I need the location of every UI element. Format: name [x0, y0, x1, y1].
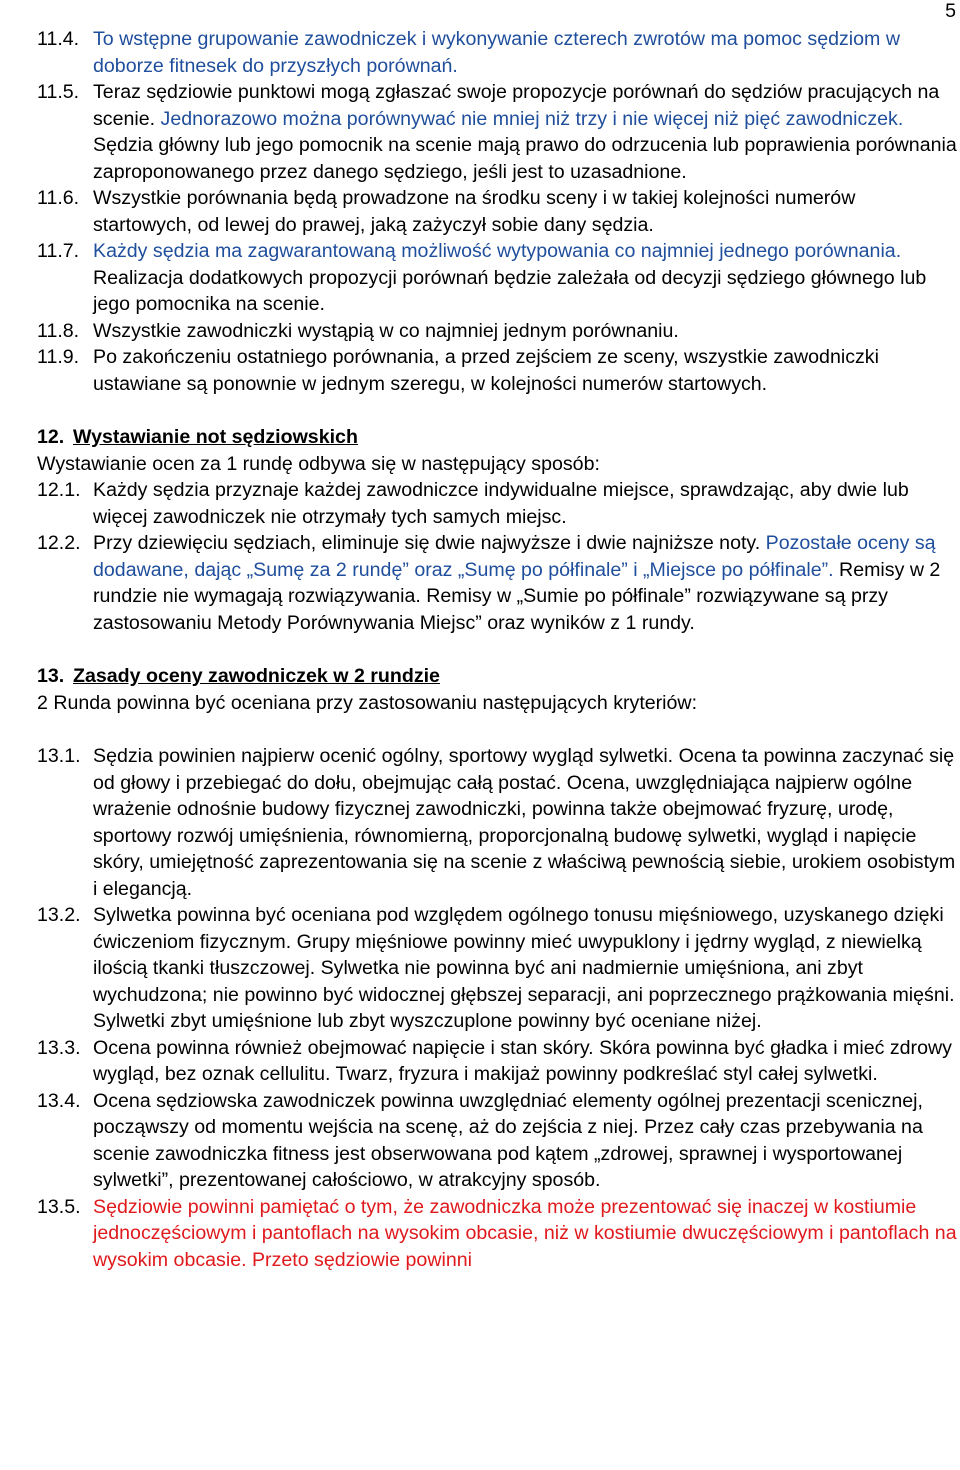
item-text-segment: Sędziowie powinni pamiętać o tym, że zawodniczka może prezentować się inaczej w kostiumie jednoczęściowym i pantoflach na wysokim obcasie, niż w kostiumie dwuczęściowym i pantoflach na wysokim obcasie. Przeto sędziowie powinni: [93, 1195, 957, 1271]
list-item: [37, 79, 958, 185]
item-text-segment: Ocena sędziowska zawodniczek powinna uwzględniać elementy ogólnej prezentacji scenicznej, począwszy od momentu wejścia na scenę, aż do zejścia z niej. Przez cały czas przebywania na scenie zawodniczka fitness jest obserwowana pod kątem „zdrowej, sprawnej i wysportowanej sylwetki”, prezentowanej całościowo, w atrakcyjny sposób.: [93, 1089, 923, 1191]
list-item: [37, 902, 958, 1035]
list-item: [37, 743, 958, 902]
list-item: [37, 185, 958, 238]
list-item: [37, 530, 958, 636]
item-number: 13.3.: [37, 1036, 81, 1059]
item-text: [93, 1088, 958, 1194]
item-number: 11.9.: [37, 346, 80, 368]
item-number: 11.4.: [37, 28, 80, 50]
section-12-items: [37, 477, 958, 636]
item-text-segment: Każdy sędzia ma zagwarantowaną możliwość wytypowania co najmniej jednego porównania.: [93, 240, 902, 262]
item-number: 12.2.: [37, 532, 81, 554]
list-item: [37, 477, 958, 530]
item-number: 12.1.: [37, 479, 81, 501]
item-number: 13.2.: [37, 904, 81, 926]
section-13-intro: 2 Runda powinna być oceniana przy zastosowaniu następujących kryteriów:: [37, 691, 698, 714]
item-text-segment: Ocena powinna również obejmować napięcie i stan skóry. Skóra powinna być gładka i mieć zdrowy wygląd, bez oznak cellulitu. Twarz, fryzura i makijaż powinny podkreślać styl całej sylwetki.: [93, 1036, 952, 1085]
list-item: [37, 26, 958, 79]
section-13-title: Zasady oceny zawodniczek w 2 rundzie: [73, 665, 440, 687]
item-text-segment: Wszystkie zawodniczki wystąpią w co najmniej jednym porównaniu.: [93, 319, 679, 342]
item-text: [93, 1194, 958, 1274]
item-text: [93, 902, 958, 1035]
item-text: [93, 477, 958, 530]
item-number: 13.1.: [37, 745, 81, 767]
item-text-segment: Remisy w 2 rundzie nie wymagają rozwiązywania. Remisy w „Sumie po półfinale” rozwiązywane są przy zastosowaniu Metody Porównywania Miejsc” oraz wyników z 1 rundy.: [93, 558, 941, 634]
list-item: [37, 318, 958, 345]
item-text-segment: To wstępne grupowanie zawodniczek i wykonywanie czterech zwrotów ma pomoc sędziom w doborze fitnesek do przyszłych porównań.: [93, 28, 900, 77]
document-body: [37, 26, 958, 1273]
section-13-number: 13.: [37, 665, 65, 687]
item-text: [93, 530, 958, 636]
item-text: [93, 344, 958, 397]
list-item: [37, 1194, 958, 1274]
section-11-items: [37, 26, 958, 397]
item-text: [93, 26, 958, 79]
list-item: [37, 1088, 958, 1194]
page-number: 5: [945, 0, 956, 22]
item-number: 11.7.: [37, 240, 80, 262]
section-12-intro: Wystawianie ocen za 1 rundę odbywa się w następujący sposób:: [37, 452, 600, 475]
item-number: 11.6.: [37, 187, 80, 209]
item-text: [93, 238, 958, 318]
item-text-segment: Wszystkie porównania będą prowadzone na środku sceny i w takiej kolejności numerów startowych, od lewej do prawej, jaką zażyczył sobie dany sędzia.: [93, 187, 856, 236]
item-text-segment: Jednorazowo można porównywać nie mniej niż trzy i nie więcej niż pięć zawodniczek.: [155, 107, 904, 130]
item-text-segment: Po zakończeniu ostatniego porównania, a przed zejściem ze sceny, wszystkie zawodniczki ustawiane są ponownie w jednym szeregu, w kolejności numerów startowych.: [93, 346, 879, 395]
item-text-segment: Każdy sędzia przyznaje każdej zawodniczce indywidualne miejsce, sprawdzając, aby dwie lub więcej zawodniczek nie otrzymały tych samych miejsc.: [93, 479, 909, 528]
item-text: [93, 1035, 958, 1088]
section-13-items: [37, 743, 958, 1273]
item-number: 13.5.: [37, 1195, 81, 1218]
item-text: [93, 743, 958, 902]
item-text: [93, 318, 958, 345]
section-12-number: 12.: [37, 426, 65, 448]
list-item: [37, 238, 958, 318]
list-item: [37, 1035, 958, 1088]
item-text-segment: Sędzia główny lub jego pomocnik na scenie mają prawo do odrzucenia lub poprawienia porównania zaproponowanego przez danego sędziego, jeśli jest to uzasadnione.: [93, 134, 957, 183]
item-text: [93, 79, 958, 185]
item-text-segment: Przy dziewięciu sędziach, eliminuje się dwie najwyższe i dwie najniższe noty.: [93, 532, 761, 554]
item-text: [93, 185, 958, 238]
item-number: 11.8.: [37, 319, 80, 342]
item-text-segment: Pozostałe oceny są dodawane, dając „Sumę za 2 rundę” oraz „Sumę po półfinale” i „Miejsce po półfinale”.: [93, 532, 936, 581]
section-12-title: Wystawianie not sędziowskich: [73, 426, 358, 448]
item-text-segment: Sylwetka powinna być oceniana pod względem ogólnego tonusu mięśniowego, uzyskanego dzięki ćwiczeniom fizycznym. Grupy mięśniowe powinny mieć uwypuklony i jędrny wygląd, z niewielką ilością tkanki tłuszczowej. Sylwetka nie powinna być ani nadmiernie umięśniona, ani zbyt wychudzona; nie powinno być widocznej głębszej separacji, ani poprzecznego prążkowania mięśni. Sylwetki zbyt umięśnione lub zbyt wyszczuplone powinny być oceniane niżej.: [93, 904, 955, 1032]
item-number: 13.4.: [37, 1089, 81, 1112]
item-text-segment: Realizacja dodatkowych propozycji porównań będzie zależała od decyzji sędziego głównego lub jego pomocnika na scenie.: [93, 266, 927, 315]
list-item: [37, 344, 958, 397]
item-text-segment: Teraz sędziowie punktowi mogą zgłaszać swoje propozycje porównań do sędziów pracujących na scenie.: [93, 81, 940, 130]
section-13-heading: [37, 663, 958, 690]
item-number: 11.5.: [37, 81, 80, 103]
item-text-segment: Sędzia powinien najpierw ocenić ogólny, sportowy wygląd sylwetki. Ocena ta powinna zaczynać się od głowy i przebiegać do dołu, obejmując całą postać. Ocena, uwzględniająca najpierw ogólne wrażenie odnośnie budowy fizycznej zawodniczki, powinna także obejmować fryzurę, urodę, sportowy rozwój umięśnienia, równomierną, proporcjonalną budowę sylwetki, wygląd i napięcie skóry, umiejętność zaprezentowania się na scenie z właściwą pewnością siebie, urokiem osobistym i elegancją.: [93, 745, 956, 900]
section-12-heading: [37, 424, 958, 451]
